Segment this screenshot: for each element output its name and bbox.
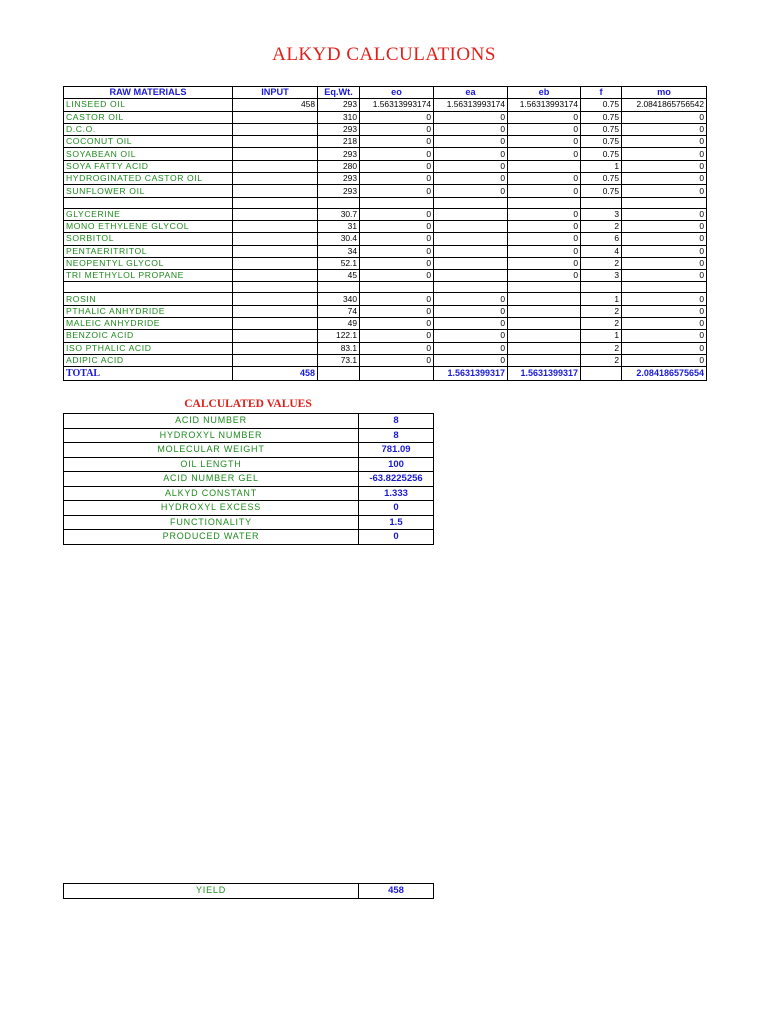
- eq-wt-cell: 74: [318, 305, 360, 317]
- eb-cell: [508, 293, 581, 305]
- table-row: [64, 342, 707, 354]
- eo-cell: 1.56313993174: [360, 99, 434, 111]
- f-cell: 2: [581, 305, 622, 317]
- eo-cell: 0: [360, 245, 434, 257]
- eq-wt-cell: 280: [318, 160, 360, 172]
- mo-cell: 0: [622, 160, 707, 172]
- input-cell: [233, 136, 318, 148]
- f-cell: 0.75: [581, 136, 622, 148]
- table-row: [64, 318, 707, 330]
- mo-cell: 0: [622, 318, 707, 330]
- table-row: [64, 270, 707, 282]
- f-cell: 2: [581, 354, 622, 366]
- table-row: [64, 305, 707, 317]
- eq-wt-cell: 30.4: [318, 233, 360, 245]
- f-cell: 3: [581, 270, 622, 282]
- table-row: [64, 245, 707, 257]
- column-header-mo: mo: [622, 87, 707, 99]
- eo-cell: 0: [360, 354, 434, 366]
- eq-wt-cell: 45: [318, 270, 360, 282]
- eo-cell: 0: [360, 270, 434, 282]
- ea-cell: [434, 245, 508, 257]
- yield-table: [63, 883, 434, 899]
- mo-cell: 0: [622, 208, 707, 220]
- calculated-label: ALKYD CONSTANT: [64, 486, 359, 501]
- eq-wt-cell: 31: [318, 220, 360, 232]
- eq-wt-cell: 293: [318, 173, 360, 185]
- column-header-eo: eo: [360, 87, 434, 99]
- ea-cell: [434, 208, 508, 220]
- f-cell: 2: [581, 342, 622, 354]
- column-header-eq-wt: Eq.Wt.: [318, 87, 360, 99]
- material-name-cell: GLYCERINE: [64, 208, 233, 220]
- total-eb-cell: 1.5631399317: [508, 367, 581, 381]
- table-row: [64, 208, 707, 220]
- calculated-value: 1.5: [359, 515, 434, 530]
- eb-cell: 0: [508, 136, 581, 148]
- total-f-cell: [581, 367, 622, 381]
- ea-cell: 0: [434, 305, 508, 317]
- total-input-cell: 458: [233, 367, 318, 381]
- calculated-value: 781.09: [359, 443, 434, 458]
- ea-cell: [434, 270, 508, 282]
- eo-cell: 0: [360, 257, 434, 269]
- ea-cell: 0: [434, 173, 508, 185]
- material-name-cell: PENTAERITRITOL: [64, 245, 233, 257]
- f-cell: 3: [581, 208, 622, 220]
- eq-wt-cell: 293: [318, 99, 360, 111]
- eb-cell: [508, 197, 581, 208]
- eb-cell: 1.56313993174: [508, 99, 581, 111]
- eo-cell: 0: [360, 318, 434, 330]
- calculated-value: 1.333: [359, 486, 434, 501]
- calculated-row: [64, 530, 434, 545]
- mo-cell: 0: [622, 136, 707, 148]
- calculated-value: 0: [359, 530, 434, 545]
- material-name-cell: CASTOR OIL: [64, 111, 233, 123]
- ea-cell: 0: [434, 330, 508, 342]
- input-cell: [233, 111, 318, 123]
- ea-cell: 0: [434, 318, 508, 330]
- total-row: [64, 367, 707, 381]
- eo-cell: 0: [360, 293, 434, 305]
- ea-cell: 0: [434, 354, 508, 366]
- eo-cell: 0: [360, 185, 434, 197]
- calculated-value: 0: [359, 501, 434, 516]
- input-cell: [233, 330, 318, 342]
- ea-cell: 0: [434, 185, 508, 197]
- eo-cell: 0: [360, 233, 434, 245]
- eo-cell: 0: [360, 148, 434, 160]
- input-cell: [233, 185, 318, 197]
- eb-cell: 0: [508, 185, 581, 197]
- ea-cell: [434, 233, 508, 245]
- mo-cell: 0: [622, 342, 707, 354]
- calculated-label: PRODUCED WATER: [64, 530, 359, 545]
- calculated-label: HYDROXYL NUMBER: [64, 428, 359, 443]
- material-name-cell: [64, 282, 233, 293]
- table-row: [64, 148, 707, 160]
- mo-cell: 2.0841865756542: [622, 99, 707, 111]
- mo-cell: 0: [622, 245, 707, 257]
- material-name-cell: SOYA FATTY ACID: [64, 160, 233, 172]
- mo-cell: 0: [622, 270, 707, 282]
- table-row: [64, 257, 707, 269]
- eb-cell: 0: [508, 148, 581, 160]
- raw-table-header: [64, 87, 707, 99]
- calculated-values-table: [63, 413, 434, 545]
- eo-cell: 0: [360, 342, 434, 354]
- eb-cell: 0: [508, 233, 581, 245]
- ea-cell: 0: [434, 293, 508, 305]
- material-name-cell: SORBITOL: [64, 233, 233, 245]
- eq-wt-cell: 34: [318, 245, 360, 257]
- mo-cell: 0: [622, 293, 707, 305]
- eo-cell: [360, 197, 434, 208]
- f-cell: 1: [581, 330, 622, 342]
- blank-row: [64, 197, 707, 208]
- calculated-row: [64, 486, 434, 501]
- total-label: TOTAL: [64, 367, 233, 381]
- eq-wt-cell: 340: [318, 293, 360, 305]
- material-name-cell: SOYABEAN OIL: [64, 148, 233, 160]
- eb-cell: [508, 330, 581, 342]
- calculated-label: HYDROXYL EXCESS: [64, 501, 359, 516]
- table-row: [64, 123, 707, 135]
- total-eo-cell: [360, 367, 434, 381]
- eq-wt-cell: [318, 197, 360, 208]
- input-cell: 458: [233, 99, 318, 111]
- f-cell: [581, 282, 622, 293]
- table-row: [64, 173, 707, 185]
- calculated-row: [64, 501, 434, 516]
- input-cell: [233, 293, 318, 305]
- eo-cell: 0: [360, 305, 434, 317]
- total-mo-cell: 2.084186575654: [622, 367, 707, 381]
- eo-cell: [360, 282, 434, 293]
- ea-cell: 0: [434, 111, 508, 123]
- yield-value: 458: [359, 884, 434, 899]
- input-cell: [233, 245, 318, 257]
- mo-cell: 0: [622, 330, 707, 342]
- f-cell: 0.75: [581, 173, 622, 185]
- calculated-label: OIL LENGTH: [64, 457, 359, 472]
- eb-cell: [508, 318, 581, 330]
- eb-cell: 0: [508, 270, 581, 282]
- page-title: ALKYD CALCULATIONS: [272, 44, 496, 65]
- table-row: [64, 354, 707, 366]
- calculated-label: ACID NUMBER: [64, 414, 359, 429]
- input-cell: [233, 208, 318, 220]
- material-name-cell: SUNFLOWER OIL: [64, 185, 233, 197]
- mo-cell: 0: [622, 220, 707, 232]
- column-header-eb: eb: [508, 87, 581, 99]
- eb-cell: 0: [508, 257, 581, 269]
- f-cell: 0.75: [581, 111, 622, 123]
- input-cell: [233, 257, 318, 269]
- material-name-cell: [64, 197, 233, 208]
- material-name-cell: COCONUT OIL: [64, 136, 233, 148]
- ea-cell: 0: [434, 123, 508, 135]
- input-cell: [233, 123, 318, 135]
- f-cell: 1: [581, 293, 622, 305]
- material-name-cell: D.C.O.: [64, 123, 233, 135]
- input-cell: [233, 305, 318, 317]
- mo-cell: 0: [622, 148, 707, 160]
- calculated-row: [64, 457, 434, 472]
- eb-cell: 0: [508, 111, 581, 123]
- eq-wt-cell: 293: [318, 185, 360, 197]
- calculated-value: 8: [359, 428, 434, 443]
- ea-cell: [434, 220, 508, 232]
- eb-cell: [508, 282, 581, 293]
- eb-cell: 0: [508, 173, 581, 185]
- eq-wt-cell: 293: [318, 123, 360, 135]
- f-cell: 0.75: [581, 148, 622, 160]
- calculated-row: [64, 472, 434, 487]
- table-row: [64, 185, 707, 197]
- calculated-label: MOLECULAR WEIGHT: [64, 443, 359, 458]
- f-cell: 1: [581, 160, 622, 172]
- f-cell: 0.75: [581, 99, 622, 111]
- eb-cell: 0: [508, 208, 581, 220]
- raw-materials-table: [63, 86, 707, 381]
- calculated-row: [64, 515, 434, 530]
- material-name-cell: ROSIN: [64, 293, 233, 305]
- total-ea-cell: 1.5631399317: [434, 367, 508, 381]
- f-cell: 6: [581, 233, 622, 245]
- eo-cell: 0: [360, 136, 434, 148]
- input-cell: [233, 233, 318, 245]
- material-name-cell: MALEIC ANHYDRIDE: [64, 318, 233, 330]
- eb-cell: [508, 342, 581, 354]
- table-row: [64, 293, 707, 305]
- material-name-cell: BENZOIC ACID: [64, 330, 233, 342]
- eb-cell: [508, 305, 581, 317]
- mo-cell: 0: [622, 305, 707, 317]
- table-row: [64, 99, 707, 111]
- calculated-row: [64, 414, 434, 429]
- mo-cell: 0: [622, 354, 707, 366]
- ea-cell: [434, 197, 508, 208]
- eq-wt-cell: 30.7: [318, 208, 360, 220]
- material-name-cell: ISO PTHALIC ACID: [64, 342, 233, 354]
- mo-cell: 0: [622, 173, 707, 185]
- f-cell: 4: [581, 245, 622, 257]
- material-name-cell: ADIPIC ACID: [64, 354, 233, 366]
- eq-wt-cell: 310: [318, 111, 360, 123]
- f-cell: 2: [581, 318, 622, 330]
- eb-cell: 0: [508, 123, 581, 135]
- input-cell: [233, 197, 318, 208]
- calculated-row: [64, 443, 434, 458]
- input-cell: [233, 342, 318, 354]
- mo-cell: 0: [622, 233, 707, 245]
- column-header-input: INPUT: [233, 87, 318, 99]
- eo-cell: 0: [360, 173, 434, 185]
- material-name-cell: PTHALIC ANHYDRIDE: [64, 305, 233, 317]
- column-header-f: f: [581, 87, 622, 99]
- f-cell: 2: [581, 257, 622, 269]
- eq-wt-cell: 83.1: [318, 342, 360, 354]
- mo-cell: 0: [622, 257, 707, 269]
- input-cell: [233, 318, 318, 330]
- eb-cell: 0: [508, 245, 581, 257]
- calculated-value: 100: [359, 457, 434, 472]
- material-name-cell: NEOPENTYL GLYCOL: [64, 257, 233, 269]
- calculated-label: ACID NUMBER GEL: [64, 472, 359, 487]
- eo-cell: 0: [360, 220, 434, 232]
- calculated-value: -63.8225256: [359, 472, 434, 487]
- material-name-cell: MONO ETHYLENE GLYCOL: [64, 220, 233, 232]
- eq-wt-cell: 122.1: [318, 330, 360, 342]
- eq-wt-cell: 52.1: [318, 257, 360, 269]
- eb-cell: [508, 354, 581, 366]
- yield-label: YIELD: [64, 884, 359, 899]
- f-cell: 0.75: [581, 123, 622, 135]
- mo-cell: 0: [622, 111, 707, 123]
- column-header-name: RAW MATERIALS: [64, 87, 233, 99]
- material-name-cell: TRI METHYLOL PROPANE: [64, 270, 233, 282]
- input-cell: [233, 270, 318, 282]
- eb-cell: [508, 160, 581, 172]
- input-cell: [233, 160, 318, 172]
- input-cell: [233, 282, 318, 293]
- input-cell: [233, 220, 318, 232]
- mo-cell: 0: [622, 185, 707, 197]
- table-row: [64, 160, 707, 172]
- input-cell: [233, 173, 318, 185]
- eb-cell: 0: [508, 220, 581, 232]
- calculated-row: [64, 428, 434, 443]
- f-cell: 0.75: [581, 185, 622, 197]
- eq-wt-cell: 293: [318, 148, 360, 160]
- f-cell: [581, 197, 622, 208]
- mo-cell: [622, 197, 707, 208]
- ea-cell: [434, 282, 508, 293]
- material-name-cell: HYDROGINATED CASTOR OIL: [64, 173, 233, 185]
- input-cell: [233, 148, 318, 160]
- mo-cell: [622, 282, 707, 293]
- eq-wt-cell: [318, 282, 360, 293]
- ea-cell: 0: [434, 342, 508, 354]
- ea-cell: 0: [434, 160, 508, 172]
- total-eq-wt-cell: [318, 367, 360, 381]
- table-row: [64, 220, 707, 232]
- table-row: [64, 111, 707, 123]
- table-row: [64, 136, 707, 148]
- eo-cell: 0: [360, 123, 434, 135]
- mo-cell: 0: [622, 123, 707, 135]
- eq-wt-cell: 73.1: [318, 354, 360, 366]
- eo-cell: 0: [360, 208, 434, 220]
- eq-wt-cell: 49: [318, 318, 360, 330]
- column-header-ea: ea: [434, 87, 508, 99]
- calculated-value: 8: [359, 414, 434, 429]
- eq-wt-cell: 218: [318, 136, 360, 148]
- blank-row: [64, 282, 707, 293]
- f-cell: 2: [581, 220, 622, 232]
- ea-cell: 0: [434, 148, 508, 160]
- input-cell: [233, 354, 318, 366]
- eo-cell: 0: [360, 160, 434, 172]
- table-row: [64, 330, 707, 342]
- material-name-cell: LINSEED OIL: [64, 99, 233, 111]
- ea-cell: [434, 257, 508, 269]
- eo-cell: 0: [360, 330, 434, 342]
- calculated-label: FUNCTIONALITY: [64, 515, 359, 530]
- table-row: [64, 233, 707, 245]
- ea-cell: 1.56313993174: [434, 99, 508, 111]
- yield-row: [64, 884, 434, 899]
- calculated-values-title: CALCULATED VALUES: [184, 398, 312, 410]
- ea-cell: 0: [434, 136, 508, 148]
- eo-cell: 0: [360, 111, 434, 123]
